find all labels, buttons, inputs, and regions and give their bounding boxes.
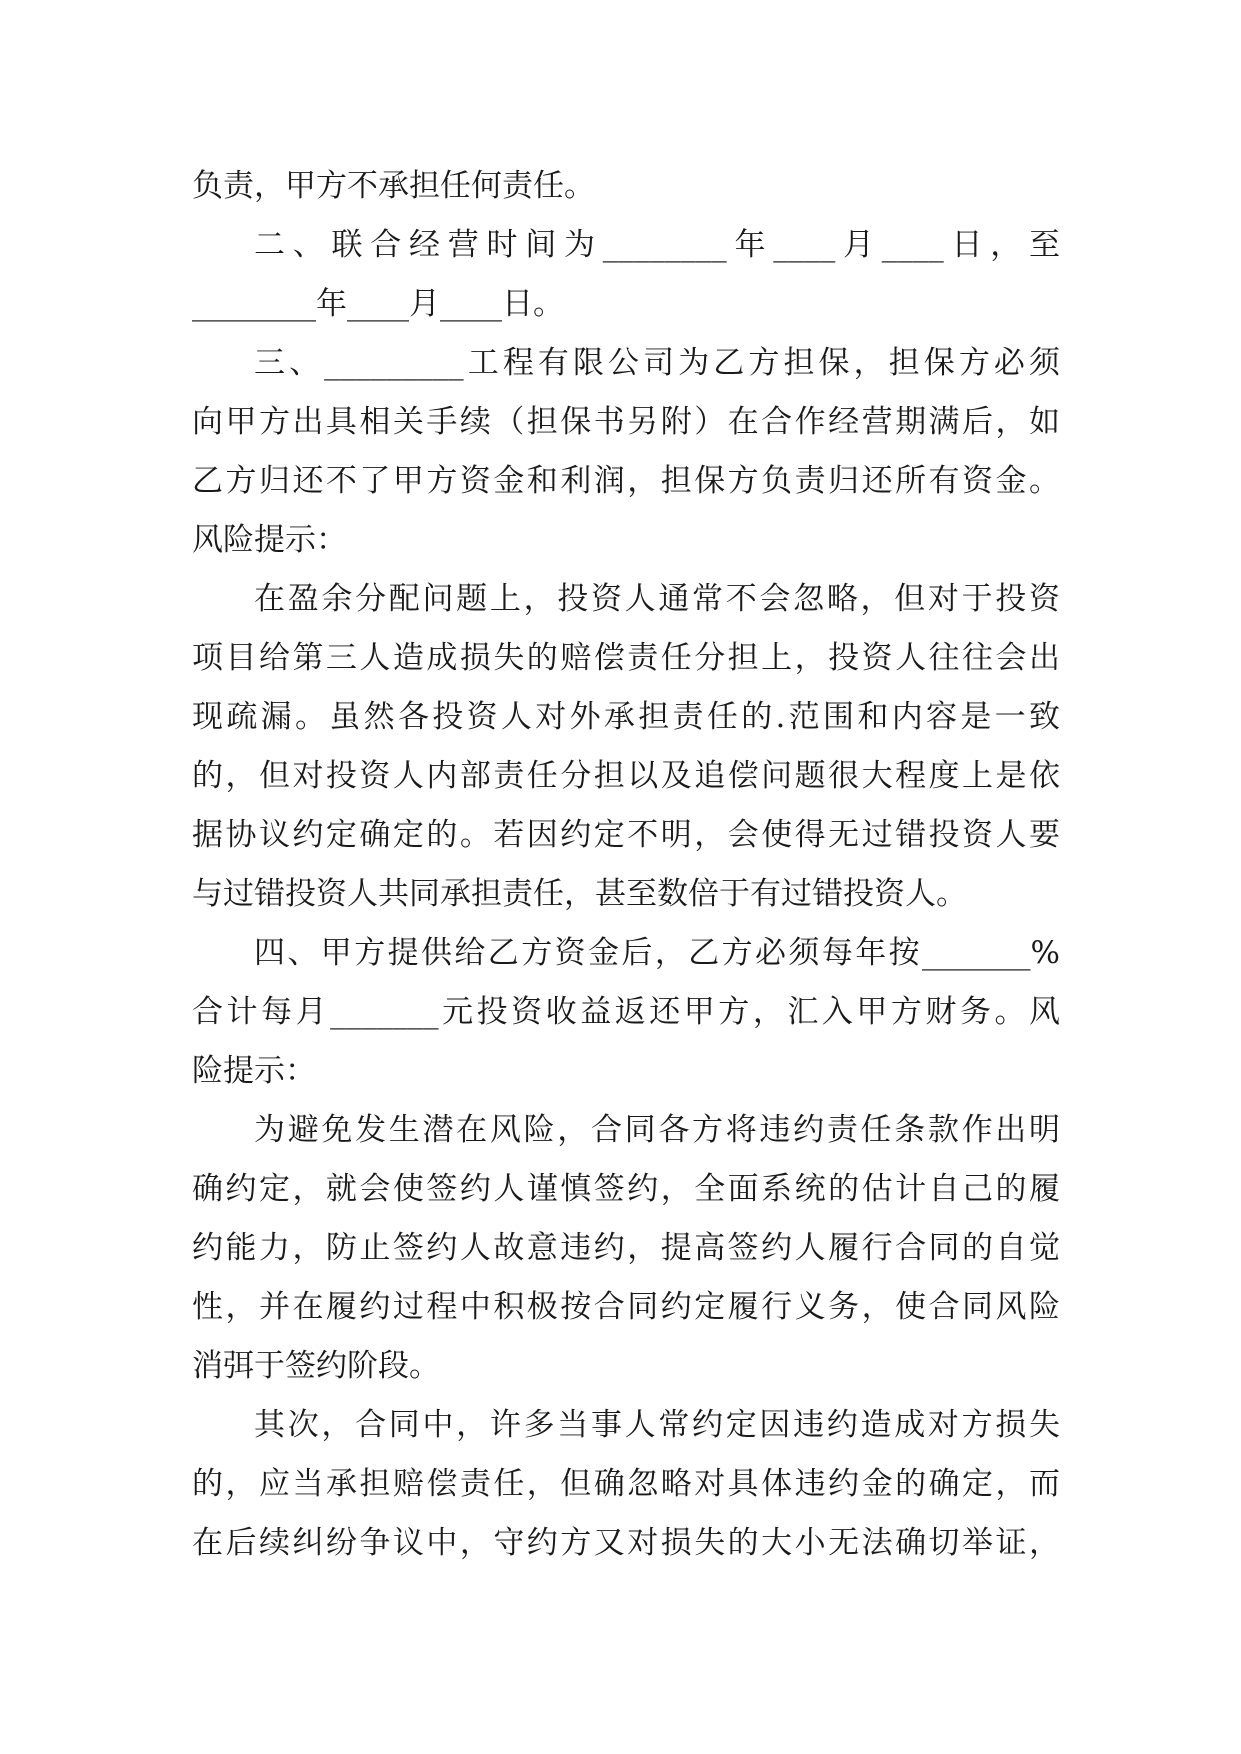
text-line: 负责，甲方不承担任何责任。 — [192, 168, 595, 204]
text-line: 向甲方出具相关手续（担保书另附）在合作经营期满后，如 — [192, 404, 1060, 440]
text-line: 与过错投资人共同承担责任，甚至数倍于有过错投资人。 — [192, 876, 967, 912]
text-line: 现疏漏。虽然各投资人对外承担责任的.范围和内容是一致 — [192, 699, 1060, 735]
text-line: 性，并在履约过程中积极按合同约定履行义务，使合同风险 — [192, 1289, 1060, 1325]
text-line: 其次，合同中，许多当事人常约定因违约造成对方损失 — [254, 1407, 1060, 1443]
text-line: 确约定，就会使签约人谨慎签约，全面系统的估计自己的履 — [192, 1171, 1060, 1207]
text-line: 消弭于签约阶段。 — [192, 1348, 440, 1384]
text-line: 合计每月_______元投资收益返还甲方，汇入甲方财务。风 — [192, 994, 1060, 1030]
text-line: 据协议约定确定的。若因约定不明，会使得无过错投资人要 — [192, 817, 1060, 853]
text-line: 乙方归还不了甲方资金和利润，担保方负责归还所有资金。 — [192, 463, 1060, 499]
text-line: 二、联合经营时间为________年____月____日，至 — [254, 227, 1060, 263]
text-line: ________年____月____日。 — [192, 286, 564, 322]
text-line: 在后续纠纷争议中，守约方又对损失的大小无法确切举证， — [192, 1525, 1060, 1561]
text-line: 风险提示： — [192, 522, 347, 558]
text-line: 的，但对投资人内部责任分担以及追偿问题很大程度上是依 — [192, 758, 1060, 794]
text-line: 险提示： — [192, 1053, 316, 1089]
text-line: 三、_________工程有限公司为乙方担保，担保方必须 — [254, 345, 1060, 381]
text-line: 为避免发生潜在风险，合同各方将违约责任条款作出明 — [254, 1112, 1060, 1148]
text-line: 的，应当承担赔偿责任，但确忽略对具体违约金的确定，而 — [192, 1466, 1060, 1502]
text-line: 约能力，防止签约人故意违约，提高签约人履行合同的自觉 — [192, 1230, 1060, 1266]
text-line: 在盈余分配问题上，投资人通常不会忽略，但对于投资 — [254, 581, 1060, 617]
document-body — [192, 157, 1060, 1573]
text-line: 四、甲方提供给乙方资金后，乙方必须每年按_______% — [254, 935, 1060, 971]
text-line: 项目给第三人造成损失的赔偿责任分担上，投资人往往会出 — [192, 640, 1060, 676]
